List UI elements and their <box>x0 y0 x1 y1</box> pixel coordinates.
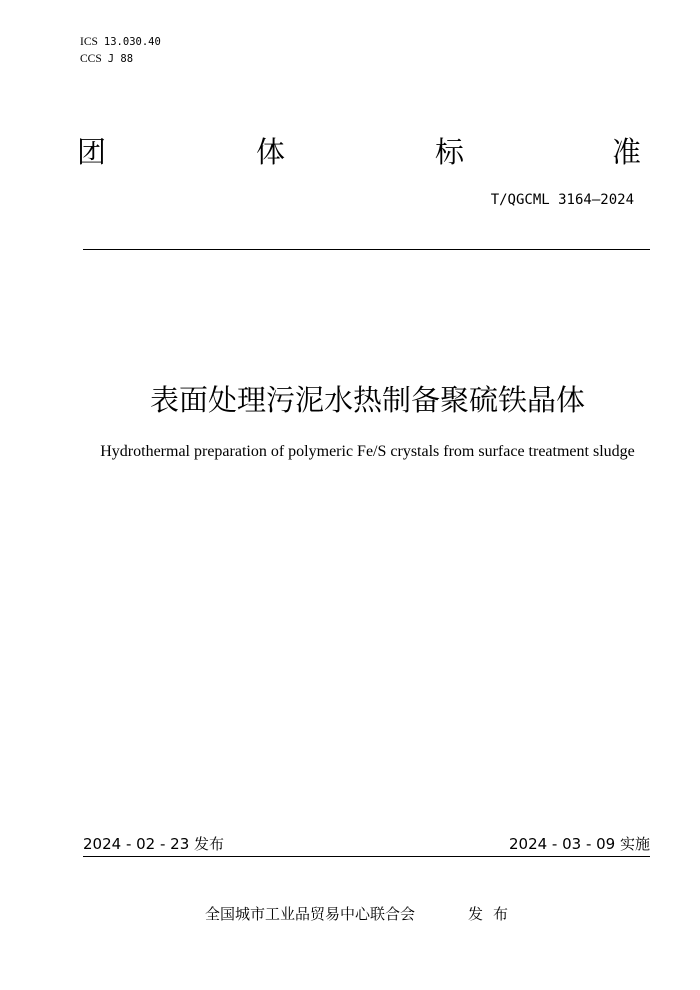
standard-number: T/QGCML 3164—2024 <box>490 192 634 208</box>
title-english: Hydrothermal preparation of polymeric Fe/S crystals from surface treatment sludge <box>100 443 635 460</box>
ics-line <box>80 35 161 49</box>
issuer-action: 发布 <box>468 905 519 923</box>
standard-type-char-4: 准 <box>612 135 642 169</box>
standard-type-char-2: 体 <box>256 135 286 169</box>
ics-label: ICS <box>80 36 98 48</box>
implementation-date: 2024 - 03 - 09 实施 <box>508 835 650 853</box>
ccs-label: CCS <box>80 53 102 65</box>
ccs-line <box>80 52 133 66</box>
issuing-organization: 全国城市工业品贸易中心联合会 <box>205 905 416 923</box>
footer-divider <box>83 856 650 857</box>
ccs-code: J 88 <box>107 53 134 65</box>
standard-type-char-3: 标 <box>435 135 465 169</box>
title-chinese: 表面处理污泥水热制备聚硫铁晶体 <box>149 383 585 417</box>
standard-type-char-1: 团 <box>77 135 107 169</box>
issue-date: 2024 - 02 - 23 发布 <box>83 835 225 853</box>
header-divider <box>83 249 650 250</box>
ics-code: 13.030.40 <box>103 36 161 48</box>
